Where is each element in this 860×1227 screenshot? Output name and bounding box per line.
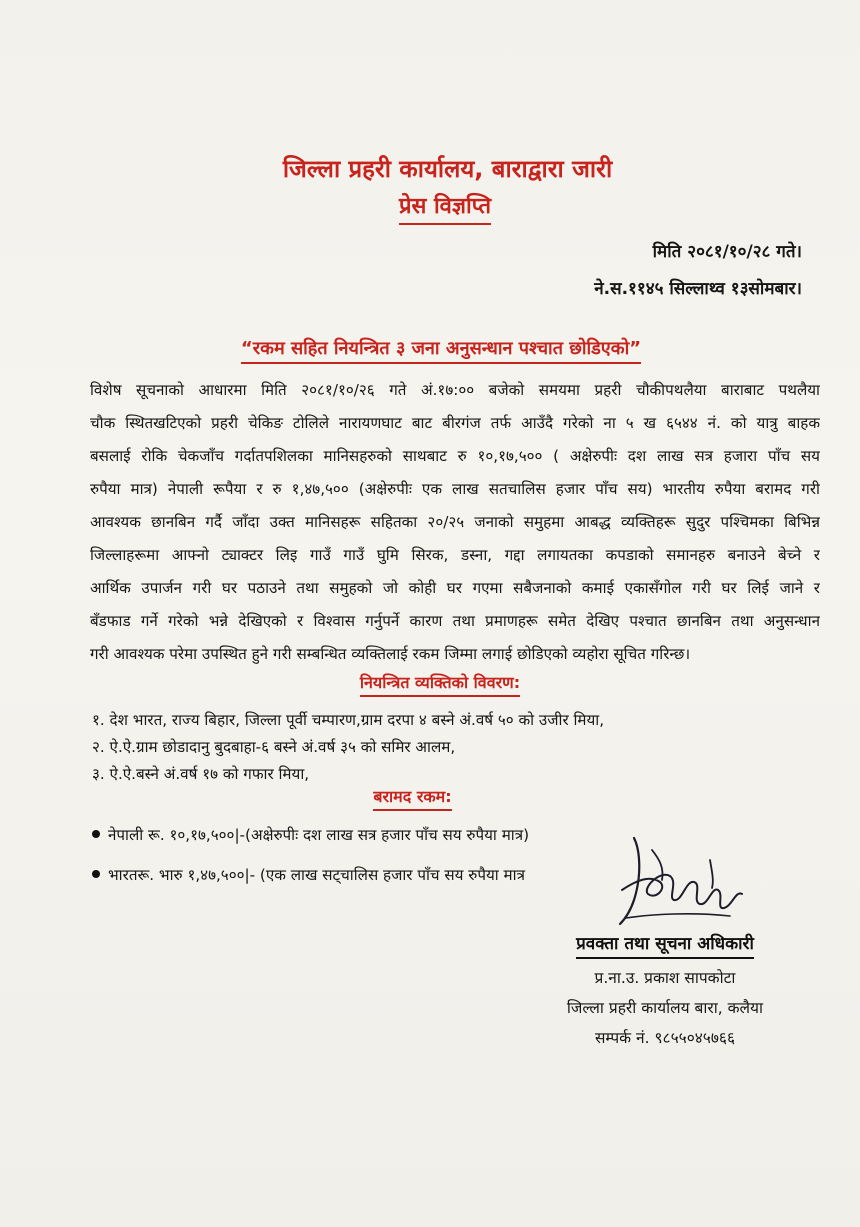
- bullet-icon: [92, 830, 100, 838]
- body-line: बसलाई रोकि चेकजाँच गर्दातपशिलका मानिसहरुको साथबाट रु १०,१७,५०० ( अक्षेरुपीः दश लाख सत्र हजारा पाँच सय: [90, 447, 820, 465]
- office-title: जिल्ला प्रहरी कार्यालय, बाराद्वारा जारी: [282, 155, 613, 183]
- list-item: १. देश भारत, राज्य बिहार, जिल्ला पूर्वी चम्पारण,ग्राम दरपा ४ बस्ने अं.वर्ष ५० को उजीर मिया,: [92, 711, 605, 729]
- amount-text: भारतरू. भारु १,४७,५००|- (एक लाख सट्चालिस हजार पाँच सय रुपैया मात्र: [108, 866, 525, 884]
- list-item: [92, 822, 692, 862]
- nepal-sambat-line: ने.स.११४५ सिल्लाथ्व १३सोमबार।: [594, 279, 802, 299]
- headline-wrap: [0, 337, 860, 364]
- body-line: आर्थिक उपार्जन गरी घर पठाउने तथा समुहको जो कोही घर गएमा सबैजनाको कमाई एकासँगोल गरी घर लिई जाने र: [90, 579, 820, 597]
- recovered-amount-heading: बरामद रकम:: [373, 786, 451, 811]
- body-line: गरी आवश्यक परेमा उपस्थित हुने गरी सम्बन्धित व्यक्तिलाई रकम जिम्मा लगाई छोडिएको व्यहोरा सूचित गरिन्छ।: [90, 645, 691, 663]
- headline: “रकम सहित नियन्त्रित ३ जना अनुसन्धान पश्चात छोडिएको”: [241, 337, 641, 364]
- body-line: रुपैया मात्र) नेपाली रूपैया र रु १,४७,५०० (अक्षेरुपीः एक लाख सतचालिस हजार पाँच सय) भारतीय रुपैया बरामद गरी: [90, 480, 820, 498]
- signatory-block: [520, 932, 810, 1053]
- signatory-office: जिल्ला प्रहरी कार्यालय बारा, कलैया: [566, 999, 764, 1017]
- bullet-icon: [92, 870, 100, 878]
- body-line: आवश्यक छानबिन गर्दै जाँदा उक्त मानिसहरू सहितका २०/२५ जनाको समुहमा आबद्ध व्यक्तिहरू सुदुर पश्चिमका बिभिन्न: [90, 513, 820, 531]
- signatory-contact: सम्पर्क नं. ९८५५०४५७६६: [594, 1029, 736, 1047]
- controlled-persons-heading: नियन्त्रित व्यक्तिको विवरण:: [360, 672, 520, 697]
- signatory-title: प्रवक्ता तथा सूचना अधिकारी: [576, 932, 754, 959]
- press-title: प्रेस विज्ञप्ति: [399, 193, 491, 225]
- body-paragraph: [90, 374, 820, 671]
- body-line: बँडफाड गर्ने गरेको भन्ने देखिएको र विश्वास गर्नुपर्ने कारण तथा प्रमाणहरू समेत देखिए पश्चात छानबिन तथा अनुसन्धान: [90, 612, 820, 630]
- amount-text: नेपाली रू. १०,१७,५००|-(अक्षेरुपीः दश लाख सत्र हजार पाँच सय रुपैया मात्र): [108, 826, 530, 844]
- body-line: जिल्लाहरूमा आफ्नो ट्याक्टर लिइ गाउँ गाउँ घुमि सिरक, डस्ना, गद्दा लगायतका कपडाको समानहरु बनाउने बेच्ने र: [90, 546, 820, 564]
- controlled-persons-heading-wrap: [0, 672, 860, 697]
- handwritten-signature: [612, 820, 762, 935]
- body-line: विशेष सूचनाको आधारमा मिति २०८१/१०/२६ गते अं.१७:०० बजेको समयमा प्रहरी चौकीपथलैया बाराबाट पथलैया: [90, 381, 820, 399]
- controlled-persons-list: [92, 707, 792, 788]
- list-item: २. ऐ.ऐ.ग्राम छोडादानु बुदबाहा-६ बस्ने अं.वर्ष ३५ को समिर आलम,: [92, 738, 456, 756]
- press-title-wrap: [0, 193, 860, 225]
- date-line: मिति २०८१/१०/२८ गते।: [652, 242, 802, 262]
- signatory-name: प्र.ना.उ. प्रकाश सापकोटा: [594, 969, 736, 987]
- body-line: चौक स्थितखटिएको प्रहरी चेकिङ टोलिले नारायणघाट बाट बीरगंज तर्फ आउँदै गरेको ना ५ ख ६५४४ नं. को यात्रु बाहक: [90, 414, 820, 432]
- list-item: ३. ऐ.ऐ.बस्ने अं.वर्ष १७ को गफार मिया,: [92, 765, 310, 783]
- recovered-amount-heading-wrap: [0, 786, 860, 811]
- header: [0, 152, 860, 185]
- recovered-amount-list: [92, 822, 692, 902]
- list-item: [92, 862, 692, 902]
